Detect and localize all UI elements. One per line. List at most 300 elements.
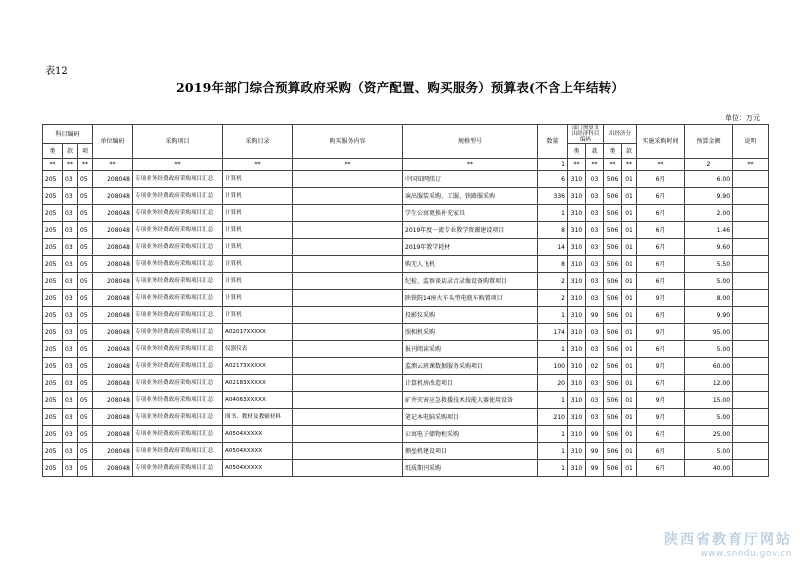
cell-ds: 03 [586, 205, 604, 222]
cell-amount: 6.00 [685, 171, 733, 188]
cell-note [733, 256, 769, 273]
cell-oc: 506 [604, 392, 622, 409]
cell-oc: 506 [604, 307, 622, 324]
cell-item: 05 [78, 426, 93, 443]
cell-service [293, 375, 403, 392]
cell-note [733, 443, 769, 460]
cell-service [293, 307, 403, 324]
cell-qty: 210 [538, 409, 568, 426]
cell-catalog: 计算机 [223, 205, 293, 222]
cell-oc: 506 [604, 426, 622, 443]
cell-service [293, 256, 403, 273]
cell-oi: 01 [622, 341, 637, 358]
cell-qty: 1 [538, 426, 568, 443]
cell-time: 9月 [637, 324, 685, 341]
cell-sec: 03 [63, 375, 78, 392]
cell-catalog: 计算机 [223, 239, 293, 256]
cell-qty: 174 [538, 324, 568, 341]
cell-oi: 01 [622, 409, 637, 426]
cell-unit: 208048 [93, 409, 133, 426]
header-service: 购买服务内容 [293, 125, 403, 159]
header-dept-kind: 类 [568, 144, 586, 159]
cell-service [293, 426, 403, 443]
cell-catalog: 计算机 [223, 171, 293, 188]
cell-sec: 03 [63, 392, 78, 409]
cell-spec: 纸质期刊采购 [403, 460, 538, 477]
cell-qty: 100 [538, 358, 568, 375]
cell-time: 9月 [637, 290, 685, 307]
cell-kind: 205 [43, 358, 63, 375]
cell-project: 专项业务经费政府采购项目汇总 [133, 443, 223, 460]
cell-spec: 投影仪采购 [403, 307, 538, 324]
cell-dk: 310 [568, 443, 586, 460]
cell-time: 6月 [637, 341, 685, 358]
marker-cell: ** [63, 159, 78, 171]
cell-dk: 310 [568, 426, 586, 443]
cell-time: 6月 [637, 239, 685, 256]
cell-qty: 20 [538, 375, 568, 392]
table-row [43, 358, 769, 375]
cell-time: 9月 [637, 358, 685, 375]
table-row [43, 222, 769, 239]
cell-ds: 03 [586, 290, 604, 307]
cell-catalog: 仪器仪表 [223, 341, 293, 358]
table-row [43, 324, 769, 341]
cell-oi: 01 [622, 290, 637, 307]
cell-spec: 报刊阅读采购 [403, 341, 538, 358]
cell-item: 05 [78, 375, 93, 392]
cell-note [733, 188, 769, 205]
cell-project: 专项业务经费政府采购项目汇总 [133, 273, 223, 290]
cell-project: 专项业务经费政府采购项目汇总 [133, 324, 223, 341]
cell-item: 05 [78, 256, 93, 273]
cell-kind: 205 [43, 426, 63, 443]
cell-dk: 310 [568, 375, 586, 392]
cell-oi: 01 [622, 222, 637, 239]
cell-amount: 25.00 [685, 426, 733, 443]
cell-oi: 01 [622, 273, 637, 290]
header-out-section: 款 [622, 144, 637, 159]
cell-unit: 208048 [93, 426, 133, 443]
cell-unit: 208048 [93, 375, 133, 392]
cell-oi: 01 [622, 392, 637, 409]
cell-spec: 侧垒机建设项目 [403, 443, 538, 460]
cell-note [733, 273, 769, 290]
unit-note: 单位：万元 [725, 114, 760, 122]
cell-spec: 计算机房改造项目 [403, 375, 538, 392]
cell-dk: 310 [568, 256, 586, 273]
cell-service [293, 273, 403, 290]
cell-ds: 03 [586, 222, 604, 239]
cell-item: 05 [78, 307, 93, 324]
cell-time: 6月 [637, 256, 685, 273]
cell-note [733, 460, 769, 477]
cell-unit: 208048 [93, 222, 133, 239]
cell-ds: 99 [586, 460, 604, 477]
cell-amount: 9.60 [685, 239, 733, 256]
cell-oi: 01 [622, 358, 637, 375]
cell-oc: 506 [604, 171, 622, 188]
header-subject-code: 科目编码 [43, 125, 93, 144]
table-row [43, 171, 769, 188]
cell-amount: 5.50 [685, 256, 733, 273]
cell-spec: 中国知网续订 [403, 171, 538, 188]
marker-cell: ** [568, 159, 586, 171]
cell-catalog: A02017XXXXX [223, 324, 293, 341]
cell-spec: 纪检、监察谈话录音录像设备购置项目 [403, 273, 538, 290]
marker-cell: ** [223, 159, 293, 171]
cell-spec: 购无人飞机 [403, 256, 538, 273]
marker-cell: ** [586, 159, 604, 171]
cell-time: 9月 [637, 392, 685, 409]
cell-catalog: A0504XXXXX [223, 426, 293, 443]
cell-oi: 01 [622, 460, 637, 477]
cell-kind: 205 [43, 392, 63, 409]
header-out-kind: 类 [604, 144, 622, 159]
cell-sec: 03 [63, 460, 78, 477]
cell-unit: 208048 [93, 239, 133, 256]
marker-cell: ** [733, 159, 769, 171]
cell-spec: 2019年教学耗材 [403, 239, 538, 256]
cell-note [733, 341, 769, 358]
cell-sec: 03 [63, 324, 78, 341]
cell-qty: 8 [538, 256, 568, 273]
cell-spec: 2019年度一流专业教学资源建设项目 [403, 222, 538, 239]
cell-unit: 208048 [93, 443, 133, 460]
cell-note [733, 409, 769, 426]
cell-oi: 01 [622, 426, 637, 443]
marker-cell: ** [133, 159, 223, 171]
table-row [43, 273, 769, 290]
cell-sec: 03 [63, 273, 78, 290]
cell-amount: 1.46 [685, 222, 733, 239]
cell-dk: 310 [568, 222, 586, 239]
cell-note [733, 171, 769, 188]
cell-oc: 506 [604, 256, 622, 273]
cell-qty: 1 [538, 460, 568, 477]
cell-project: 专项业务经费政府采购项目汇总 [133, 171, 223, 188]
cell-catalog: 计算机 [223, 307, 293, 324]
cell-item: 05 [78, 392, 93, 409]
marker-cell: 1 [538, 159, 568, 171]
cell-sec: 03 [63, 256, 78, 273]
cell-qty: 2 [538, 273, 568, 290]
table-row [43, 290, 769, 307]
cell-service [293, 324, 403, 341]
table-row [43, 460, 769, 477]
cell-service [293, 205, 403, 222]
cell-service [293, 188, 403, 205]
cell-catalog: 计算机 [223, 188, 293, 205]
cell-dk: 310 [568, 273, 586, 290]
cell-oi: 01 [622, 256, 637, 273]
cell-sec: 03 [63, 222, 78, 239]
cell-service [293, 358, 403, 375]
cell-dk: 310 [568, 188, 586, 205]
table-row [43, 239, 769, 256]
cell-catalog: A02183XXXXX [223, 375, 293, 392]
header-item: 项 [78, 144, 93, 159]
cell-note [733, 222, 769, 239]
cell-oi: 01 [622, 324, 637, 341]
cell-amount: 9.90 [685, 307, 733, 324]
cell-ds: 99 [586, 426, 604, 443]
cell-project: 专项业务经费政府采购项目汇总 [133, 307, 223, 324]
cell-amount: 95.00 [685, 324, 733, 341]
cell-oi: 01 [622, 443, 637, 460]
cell-time: 6月 [637, 460, 685, 477]
cell-item: 05 [78, 443, 93, 460]
cell-spec: 监测云班课数据服务采购项目 [403, 358, 538, 375]
cell-ds: 03 [586, 392, 604, 409]
cell-oc: 506 [604, 239, 622, 256]
cell-time: 6月 [637, 171, 685, 188]
cell-ds: 99 [586, 443, 604, 460]
cell-amount: 2.00 [685, 205, 733, 222]
cell-dk: 310 [568, 341, 586, 358]
cell-ds: 03 [586, 409, 604, 426]
marker-cell: ** [622, 159, 637, 171]
cell-dk: 310 [568, 324, 586, 341]
cell-unit: 208048 [93, 460, 133, 477]
cell-spec: 矿井灾害应急救援技术技能大赛使用设备 [403, 392, 538, 409]
header-spec: 规格型号 [403, 125, 538, 159]
cell-item: 05 [78, 239, 93, 256]
cell-note [733, 324, 769, 341]
cell-dk: 310 [568, 307, 586, 324]
cell-sec: 03 [63, 341, 78, 358]
marker-cell: ** [403, 159, 538, 171]
cell-sec: 03 [63, 171, 78, 188]
cell-project: 专项业务经费政府采购项目汇总 [133, 426, 223, 443]
cell-ds: 03 [586, 188, 604, 205]
cell-project: 专项业务经费政府采购项目汇总 [133, 205, 223, 222]
cell-amount: 5.00 [685, 341, 733, 358]
header-unit-code: 单位编码 [93, 125, 133, 159]
cell-dk: 310 [568, 358, 586, 375]
cell-item: 05 [78, 409, 93, 426]
cell-note [733, 358, 769, 375]
cell-unit: 208048 [93, 324, 133, 341]
watermark-url: www.snedu.gov.cn [700, 549, 792, 559]
cell-catalog: A0504XXXXX [223, 443, 293, 460]
table-row [43, 341, 769, 358]
cell-dk: 310 [568, 409, 586, 426]
cell-kind: 205 [43, 375, 63, 392]
cell-unit: 208048 [93, 171, 133, 188]
cell-unit: 208048 [93, 290, 133, 307]
cell-amount: 15.00 [685, 392, 733, 409]
cell-unit: 208048 [93, 392, 133, 409]
cell-amount: 5.00 [685, 409, 733, 426]
cell-note [733, 426, 769, 443]
cell-oc: 506 [604, 409, 622, 426]
cell-kind: 205 [43, 290, 63, 307]
cell-sec: 03 [63, 409, 78, 426]
marker-cell: 2 [685, 159, 733, 171]
cell-oc: 506 [604, 273, 622, 290]
cell-kind: 205 [43, 239, 63, 256]
cell-project: 专项业务经费政府采购项目汇总 [133, 239, 223, 256]
cell-oi: 01 [622, 188, 637, 205]
cell-note [733, 375, 769, 392]
cell-unit: 208048 [93, 273, 133, 290]
cell-ds: 03 [586, 171, 604, 188]
cell-sec: 03 [63, 290, 78, 307]
table-row [43, 256, 769, 273]
cell-service [293, 171, 403, 188]
marker-cell: ** [78, 159, 93, 171]
cell-service [293, 409, 403, 426]
site-watermark [664, 529, 792, 559]
marker-cell: ** [293, 159, 403, 171]
cell-item: 05 [78, 273, 93, 290]
cell-time: 6月 [637, 443, 685, 460]
cell-kind: 205 [43, 205, 63, 222]
cell-amount: 8.00 [685, 290, 733, 307]
cell-ds: 03 [586, 239, 604, 256]
table-row [43, 409, 769, 426]
cell-oc: 506 [604, 222, 622, 239]
header-catalog: 采购目录 [223, 125, 293, 159]
cell-note [733, 205, 769, 222]
cell-dk: 310 [568, 205, 586, 222]
cell-project: 专项业务经费政府采购项目汇总 [133, 358, 223, 375]
cell-oi: 01 [622, 171, 637, 188]
cell-project: 专项业务经费政府采购项目汇总 [133, 409, 223, 426]
cell-project: 专项业务经费政府采购项目汇总 [133, 375, 223, 392]
cell-sec: 03 [63, 239, 78, 256]
cell-spec: 学生公寓更换补充家具 [403, 205, 538, 222]
cell-service [293, 341, 403, 358]
cell-oc: 506 [604, 205, 622, 222]
cell-kind: 205 [43, 324, 63, 341]
cell-note [733, 239, 769, 256]
cell-amount: 5.00 [685, 443, 733, 460]
table-row [43, 392, 769, 409]
cell-qty: 1 [538, 307, 568, 324]
cell-amount: 9.90 [685, 188, 733, 205]
cell-ds: 03 [586, 341, 604, 358]
cell-item: 05 [78, 341, 93, 358]
cell-kind: 205 [43, 256, 63, 273]
cell-item: 05 [78, 171, 93, 188]
cell-amount: 40.00 [685, 460, 733, 477]
cell-service [293, 460, 403, 477]
cell-catalog: 计算机 [223, 256, 293, 273]
cell-dk: 310 [568, 290, 586, 307]
cell-qty: 1 [538, 341, 568, 358]
cell-oc: 506 [604, 290, 622, 307]
cell-item: 05 [78, 290, 93, 307]
cell-spec: 公寓电子储物柜采购 [403, 426, 538, 443]
marker-cell: ** [43, 159, 63, 171]
cell-oc: 506 [604, 460, 622, 477]
cell-sec: 03 [63, 205, 78, 222]
cell-amount: 60.00 [685, 358, 733, 375]
cell-spec: 演出服装采购、工服、铁路服采购 [403, 188, 538, 205]
cell-oc: 506 [604, 341, 622, 358]
document-title: 2019年部门综合预算政府采购（资产配置、购买服务）预算表(不含上年结转） [175, 80, 625, 95]
header-dept-section: 款 [586, 144, 604, 159]
cell-service [293, 239, 403, 256]
header-impl-time: 实施采购时间 [637, 125, 685, 159]
cell-qty: 8 [538, 222, 568, 239]
header-note: 说明 [733, 125, 769, 159]
cell-qty: 2 [538, 290, 568, 307]
cell-oi: 01 [622, 239, 637, 256]
cell-time: 6月 [637, 222, 685, 239]
cell-kind: 205 [43, 222, 63, 239]
cell-sec: 03 [63, 307, 78, 324]
cell-ds: 99 [586, 307, 604, 324]
cell-qty: 1 [538, 205, 568, 222]
cell-qty: 6 [538, 171, 568, 188]
cell-item: 05 [78, 460, 93, 477]
cell-note [733, 290, 769, 307]
cell-unit: 208048 [93, 256, 133, 273]
table-label: 表12 [45, 66, 68, 77]
table-row [43, 307, 769, 324]
cell-spec: 笔记本电脑采购项目 [403, 409, 538, 426]
table-row [43, 426, 769, 443]
cell-qty: 1 [538, 392, 568, 409]
table-row [43, 205, 769, 222]
cell-service [293, 290, 403, 307]
table-row [43, 188, 769, 205]
header-qty: 数量 [538, 125, 568, 159]
cell-note [733, 307, 769, 324]
cell-oc: 506 [604, 188, 622, 205]
cell-catalog: 计算机 [223, 290, 293, 307]
header-kind: 类 [43, 144, 63, 159]
table-body [43, 171, 769, 477]
cell-time: 9月 [637, 409, 685, 426]
marker-cell: ** [604, 159, 622, 171]
cell-oi: 01 [622, 307, 637, 324]
marker-cell: ** [637, 159, 685, 171]
cell-oi: 01 [622, 205, 637, 222]
header-dept-code: 部门预算支出经济科目编码 [568, 125, 604, 144]
cell-qty: 14 [538, 239, 568, 256]
cell-kind: 205 [43, 409, 63, 426]
cell-item: 05 [78, 324, 93, 341]
cell-kind: 205 [43, 171, 63, 188]
cell-kind: 205 [43, 307, 63, 324]
cell-ds: 03 [586, 375, 604, 392]
cell-kind: 205 [43, 460, 63, 477]
header-section: 款 [63, 144, 78, 159]
cell-qty: 336 [538, 188, 568, 205]
cell-note [733, 392, 769, 409]
cell-kind: 205 [43, 341, 63, 358]
marker-row [43, 159, 769, 171]
cell-service [293, 222, 403, 239]
cell-catalog: A0504XXXXX [223, 460, 293, 477]
cell-time: 6月 [637, 205, 685, 222]
cell-oc: 506 [604, 358, 622, 375]
cell-service [293, 392, 403, 409]
cell-unit: 208048 [93, 205, 133, 222]
cell-qty: 1 [538, 443, 568, 460]
cell-dk: 310 [568, 392, 586, 409]
cell-ds: 03 [586, 273, 604, 290]
header-amount: 预算金额 [685, 125, 733, 159]
cell-catalog: A02173XXXXX [223, 358, 293, 375]
cell-project: 专项业务经费政府采购项目汇总 [133, 392, 223, 409]
cell-sec: 03 [63, 188, 78, 205]
cell-time: 6月 [637, 375, 685, 392]
